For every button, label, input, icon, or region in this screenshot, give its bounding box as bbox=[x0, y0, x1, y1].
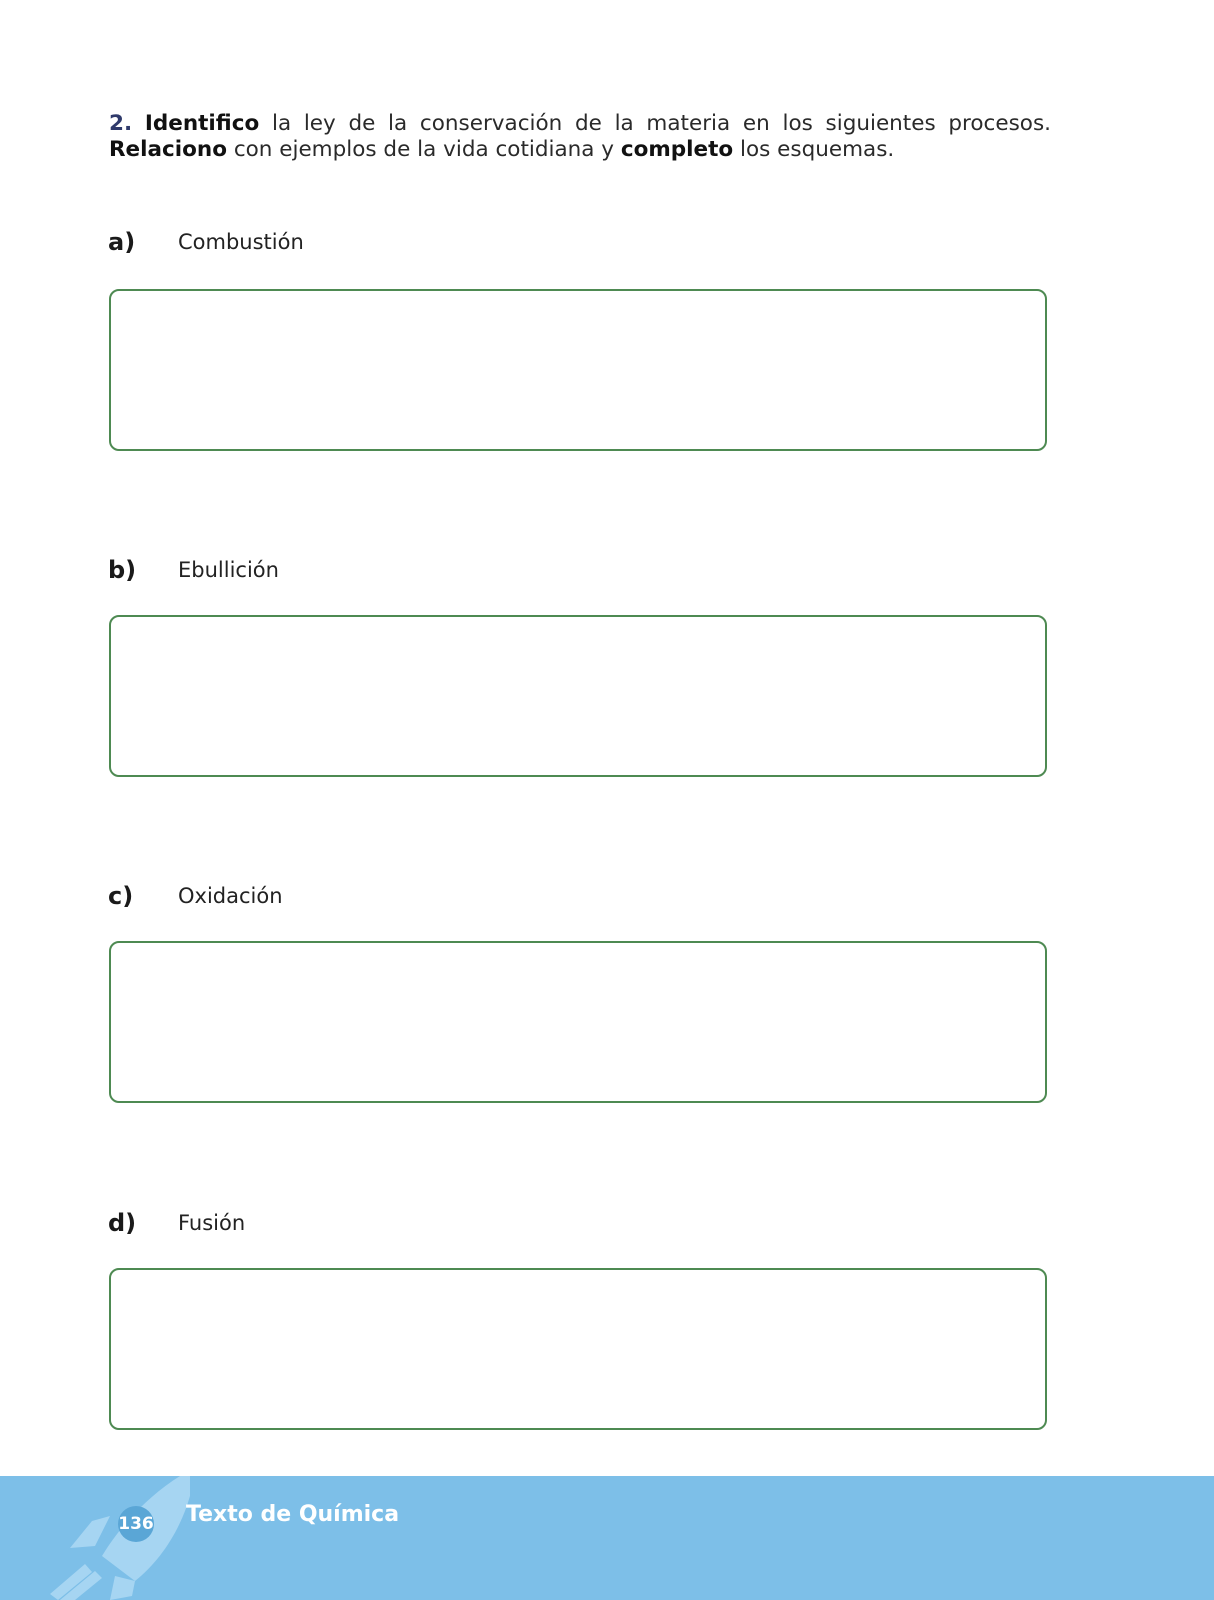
answer-box-b[interactable] bbox=[109, 615, 1047, 777]
instruction-part-1: la ley de la conservación de la materia en los siguientes procesos. bbox=[259, 111, 1051, 136]
question-number: 2. bbox=[109, 111, 133, 136]
page-footer bbox=[0, 1476, 1214, 1600]
item-c-text: Oxidación bbox=[178, 884, 283, 908]
item-a-label: a) bbox=[108, 228, 136, 256]
item-d-label: d) bbox=[108, 1209, 137, 1237]
keyword-relaciono: Relaciono bbox=[109, 137, 227, 162]
item-a-text: Combustión bbox=[178, 230, 304, 254]
page-number: 136 bbox=[118, 1506, 154, 1542]
keyword-identifico: Identifico bbox=[144, 111, 260, 136]
answer-box-c[interactable] bbox=[109, 941, 1047, 1103]
answer-box-a[interactable] bbox=[109, 289, 1047, 451]
item-b-label: b) bbox=[108, 556, 137, 584]
item-b-text: Ebullición bbox=[178, 558, 279, 582]
item-d-text: Fusión bbox=[178, 1211, 246, 1235]
instruction-part-2: con ejemplos de la vida cotidiana y bbox=[226, 137, 621, 162]
instruction-part-3: los esquemas. bbox=[733, 137, 895, 162]
rocket-icon bbox=[40, 1476, 190, 1600]
keyword-completo: completo bbox=[620, 137, 734, 162]
answer-box-d[interactable] bbox=[109, 1268, 1047, 1430]
instruction-text bbox=[109, 111, 1051, 163]
book-title: Texto de Química bbox=[186, 1502, 400, 1527]
item-c-label: c) bbox=[108, 882, 134, 910]
